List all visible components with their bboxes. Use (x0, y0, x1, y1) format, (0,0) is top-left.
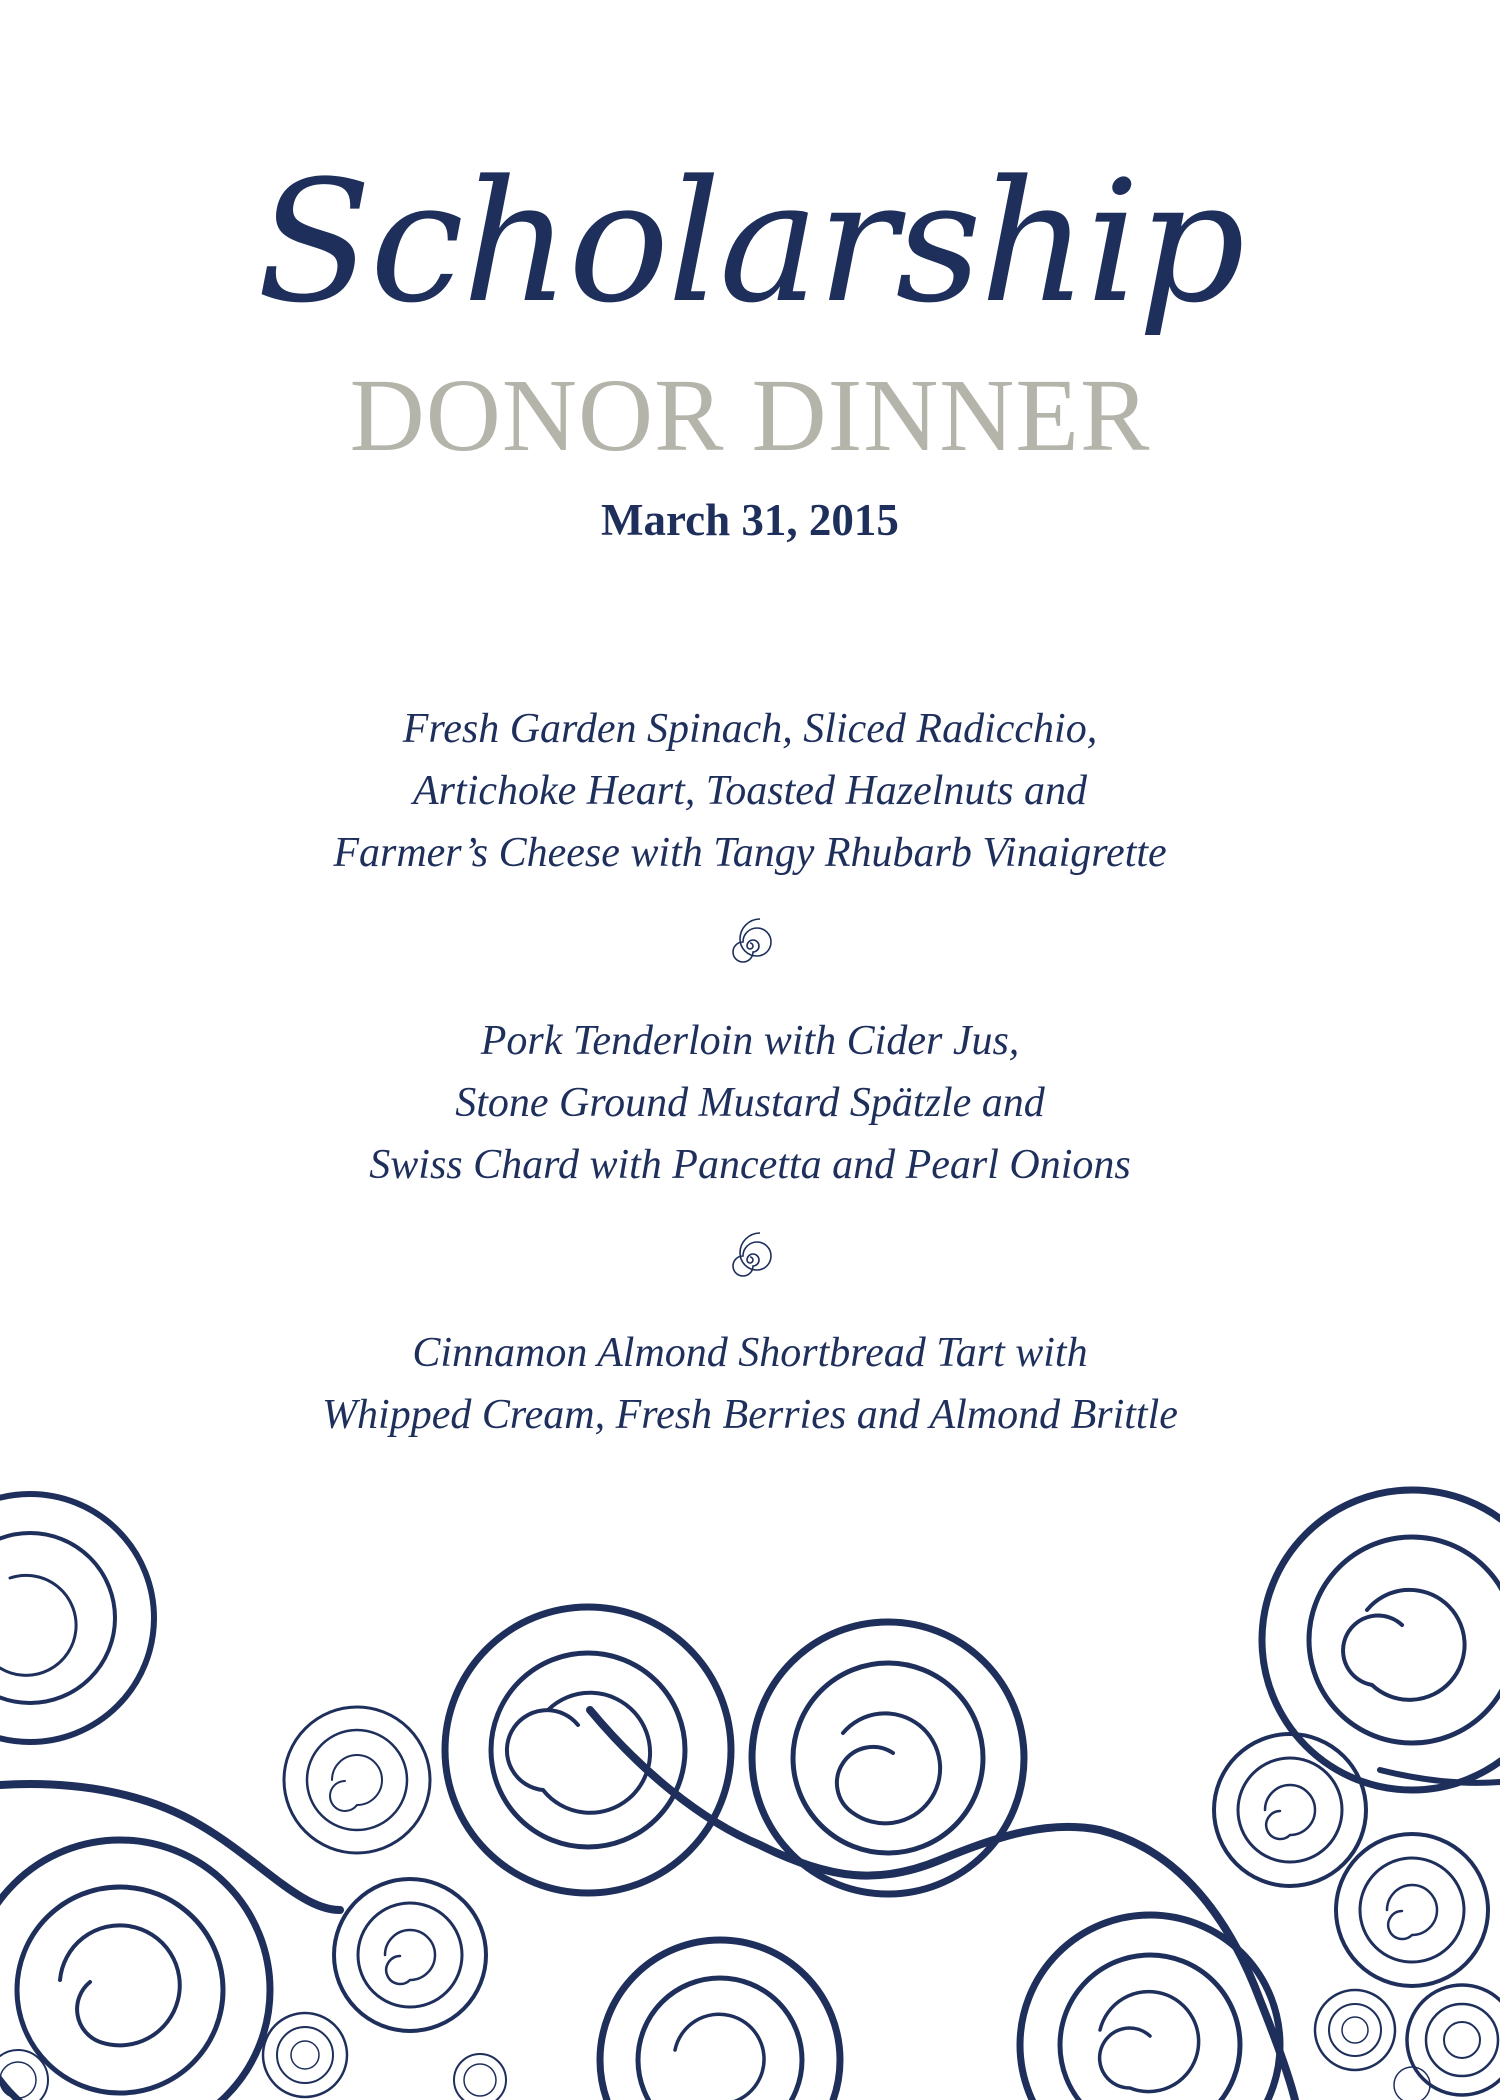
course-dessert (0, 1322, 1500, 1446)
spiral-icon (720, 1230, 780, 1290)
swirl-decoration (0, 1440, 1500, 2100)
course-line: Stone Ground Mustard Spätzle and (455, 1080, 1045, 1126)
course-salad (0, 698, 1500, 884)
course-line: Fresh Garden Spinach, Sliced Radicchio, (402, 706, 1098, 752)
event-date: March 31, 2015 (601, 495, 899, 545)
course-line: Artichoke Heart, Toasted Hazelnuts and (413, 768, 1087, 814)
course-line: Farmer’s Cheese with Tangy Rhubarb Vinaigrette (333, 830, 1167, 876)
spiral-icon (720, 916, 780, 976)
title-caps: DONOR DINNER (349, 358, 1151, 473)
course-line: Cinnamon Almond Shortbread Tart with (412, 1330, 1088, 1376)
title-script: Scholarship (256, 144, 1244, 340)
course-main (0, 1010, 1500, 1196)
course-line: Swiss Chard with Pancetta and Pearl Onions (369, 1142, 1131, 1188)
course-line: Pork Tenderloin with Cider Jus, (480, 1018, 1020, 1064)
course-line: Whipped Cream, Fresh Berries and Almond Brittle (322, 1392, 1178, 1438)
